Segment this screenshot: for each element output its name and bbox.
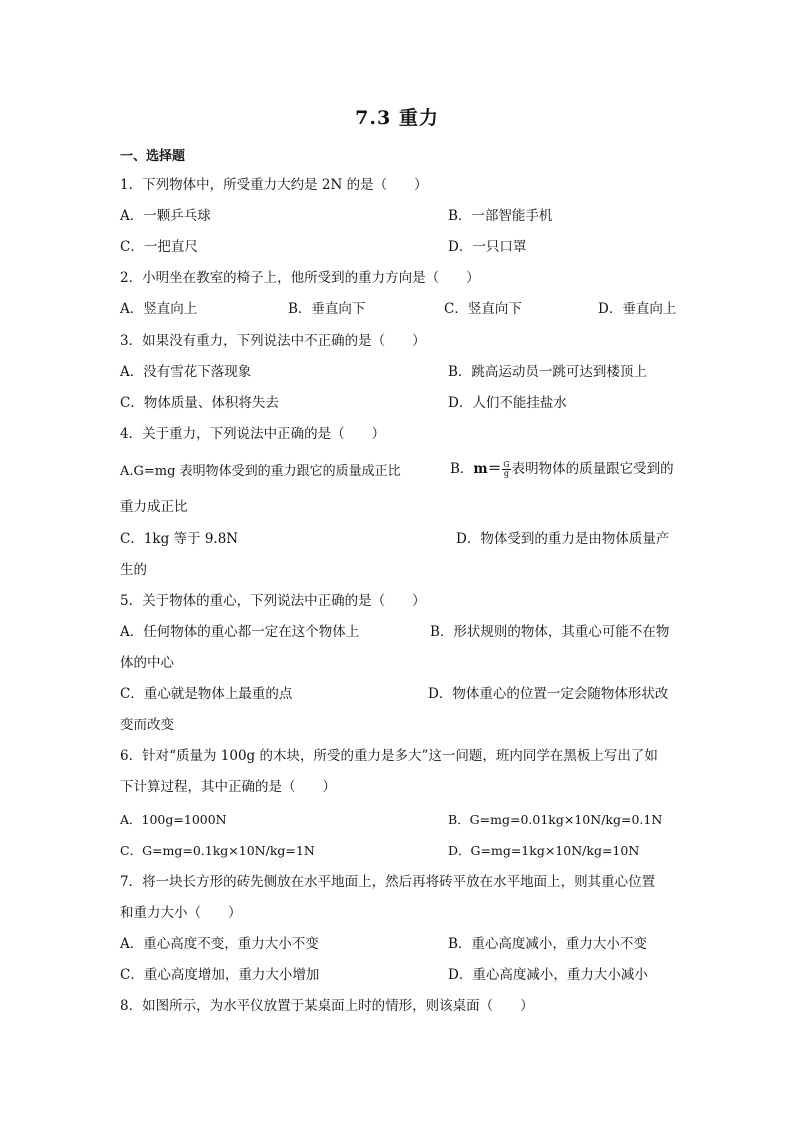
q5-option-b: B．形状规则的物体，其重心可能不在物 — [430, 624, 670, 640]
q6-option-c: C．G=mg=0.1kg×10N/kg=1N — [120, 843, 315, 858]
q2-option-d: D．垂直向上 — [598, 301, 677, 317]
q4-option-b-text: 表明物体的质量跟它受到的 — [511, 461, 674, 477]
q3-option-a: A．没有雪花下落现象 — [120, 364, 252, 380]
q6-option-a: A．100g=1000N — [120, 812, 227, 827]
q2-option-b: B．垂直向下 — [288, 301, 366, 317]
question-8-stem: 8．如图所示，为水平仪放置于某桌面上时的情形，则该桌面（ ） — [120, 998, 534, 1014]
q5-option-d: D．物体重心的位置一定会随物体形状改 — [428, 686, 669, 702]
question-4-stem: 4．关于重力，下列说法中正确的是（ ） — [120, 426, 386, 442]
question-7-stem: 7．将一块长方形的砖先侧放在水平地面上，然后再将砖平放在水平地面上，则其重心位置 — [120, 874, 656, 890]
q4-option-d: D．物体受到的重力是由物体质量产 — [456, 531, 670, 547]
question-1-stem: 1．下列物体中，所受重力大约是 2N 的是（ ） — [120, 177, 428, 193]
q5-option-c: C．重心就是物体上最重的点 — [120, 686, 293, 702]
q4-option-b-fraction — [502, 461, 510, 478]
q7-option-a: A．重心高度不变，重力大小不变 — [120, 936, 319, 952]
q7-option-c: C．重心高度增加，重力大小增加 — [120, 967, 320, 983]
section-heading: 一、选择题 — [120, 149, 186, 164]
question-6-stem: 6．针对“质量为 100g 的木块，所受的重力是多大”这一问题，班内同学在黑板上写出了如 — [120, 748, 658, 764]
q6-option-d: D．G=mg=1kg×10N/kg=10N — [448, 843, 640, 858]
q6-option-b: B．G=mg=0.01kg×10N/kg=0.1N — [448, 812, 663, 827]
question-7-stem-continued: 和重力大小（ ） — [120, 905, 242, 921]
question-2-stem: 2．小明坐在教室的椅子上，他所受到的重力方向是（ ） — [120, 270, 480, 286]
q5-option-d-continued: 变而改变 — [120, 717, 174, 733]
page-title: 7.3 重力 — [355, 107, 439, 129]
q3-option-d: D．人们不能挂盐水 — [448, 395, 567, 411]
q4-option-b-formula-m: m＝ — [473, 461, 502, 477]
fraction-numerator: G — [503, 460, 510, 469]
q4-option-c: C．1kg 等于 9.8N — [120, 531, 239, 547]
q4-option-b-continued: 重力成正比 — [120, 499, 188, 515]
q2-option-a: A．竖直向上 — [120, 301, 198, 317]
q5-option-b-continued: 体的中心 — [120, 655, 174, 671]
q1-option-a: A．一颗乒乓球 — [120, 208, 211, 224]
q7-option-d: D．重心高度减小，重力大小减小 — [448, 967, 648, 983]
question-3-stem: 3．如果没有重力，下列说法中不正确的是（ ） — [120, 333, 426, 349]
question-6-stem-continued: 下计算过程，其中正确的是（ ） — [120, 779, 336, 795]
q3-option-c: C．物体质量、体积将失去 — [120, 395, 279, 411]
q1-option-b: B．一部智能手机 — [448, 208, 553, 224]
q2-option-c: C．竖直向下 — [444, 301, 522, 317]
q7-option-b: B．重心高度减小，重力大小不变 — [448, 936, 647, 952]
q5-option-a: A．任何物体的重心都一定在这个物体上 — [120, 624, 360, 640]
fraction-denominator: g — [503, 469, 509, 478]
q4-option-a: A.G=mg 表明物体受到的重力跟它的质量成正比 — [120, 464, 401, 479]
q4-option-d-continued: 生的 — [120, 562, 147, 578]
q3-option-b: B．跳高运动员一跳可达到楼顶上 — [448, 364, 647, 380]
question-5-stem: 5．关于物体的重心，下列说法中正确的是（ ） — [120, 593, 426, 609]
q4-option-b — [450, 459, 674, 479]
q4-option-b-letter: B． — [450, 461, 474, 477]
q1-option-d: D．一只口罩 — [448, 239, 527, 255]
q1-option-c: C．一把直尺 — [120, 239, 198, 255]
